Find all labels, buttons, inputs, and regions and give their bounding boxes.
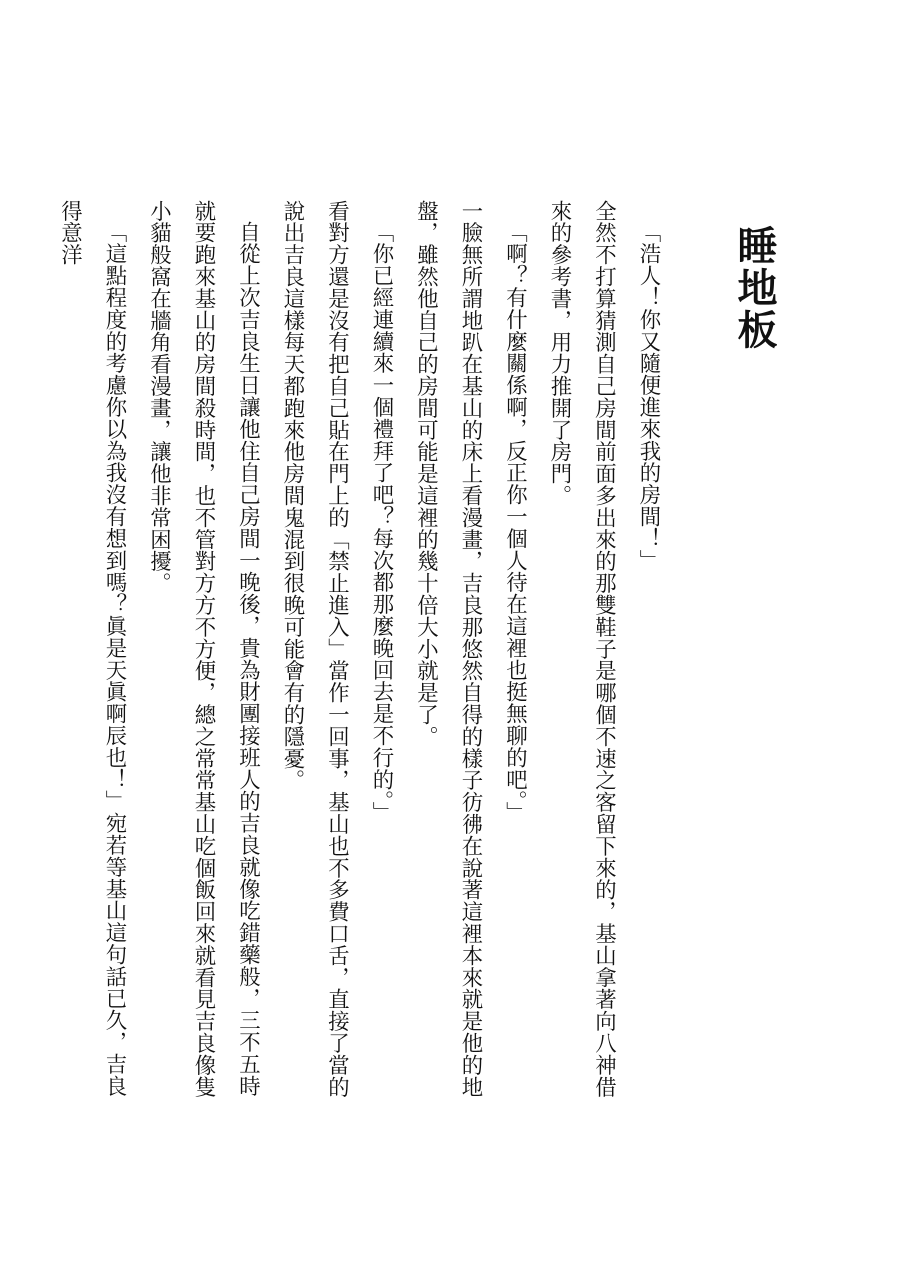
paragraph-4: 一臉無所謂地趴在基山的床上看漫畫，吉良那悠然自得的樣子彷彿在說著這裡本來就是他的地盤，雖然他自己的房間可能是這裡的幾十倍大小就是了。 [413,200,483,1098]
paragraph-2: 全然不打算猜測自己房間前面多出來的那雙鞋子是哪個不速之客留下來的，基山拿著向八神借來的參考書，用力推開了房門。 [547,200,617,1098]
story-body [47,200,670,1100]
paragraph-7: 自從上次吉良生日讓他住自己房間一晚後，貴為財團接班人的吉良就像吃錯藥般，三不五時就要跑來基山的房間殺時間，也不管對方方不方便，總之常常基山吃個飯回來就看見吉良像隻小貓般窩在牆角看漫畫，讓他非常困擾。 [146,200,261,1098]
paragraph-3: 「啊？有什麼關係啊，反正你一個人待在這裡也挺無聊的吧。」 [502,221,528,824]
paragraph-8: 「這點程度的考慮你以為我沒有想到嗎？眞是天眞啊辰也！」宛若等基山這句話已久，吉良得意洋 [57,200,127,1098]
chapter-title: 睡地板 [731,225,777,351]
paragraph-6: 看對方還是沒有把自己貼在門上的「禁止進入」當作一回事，基山也不多費口舌，直接了當的說出吉良這樣每天都跑來他房間鬼混到很晚可能會有的隱憂。 [280,200,350,1098]
paragraph-1: 「浩人！你又隨便進來我的房間！」 [636,221,661,572]
paragraph-5: 「你已經連續來一個禮拜了吧？每次都那麼晚回去是不行的。」 [369,221,394,824]
